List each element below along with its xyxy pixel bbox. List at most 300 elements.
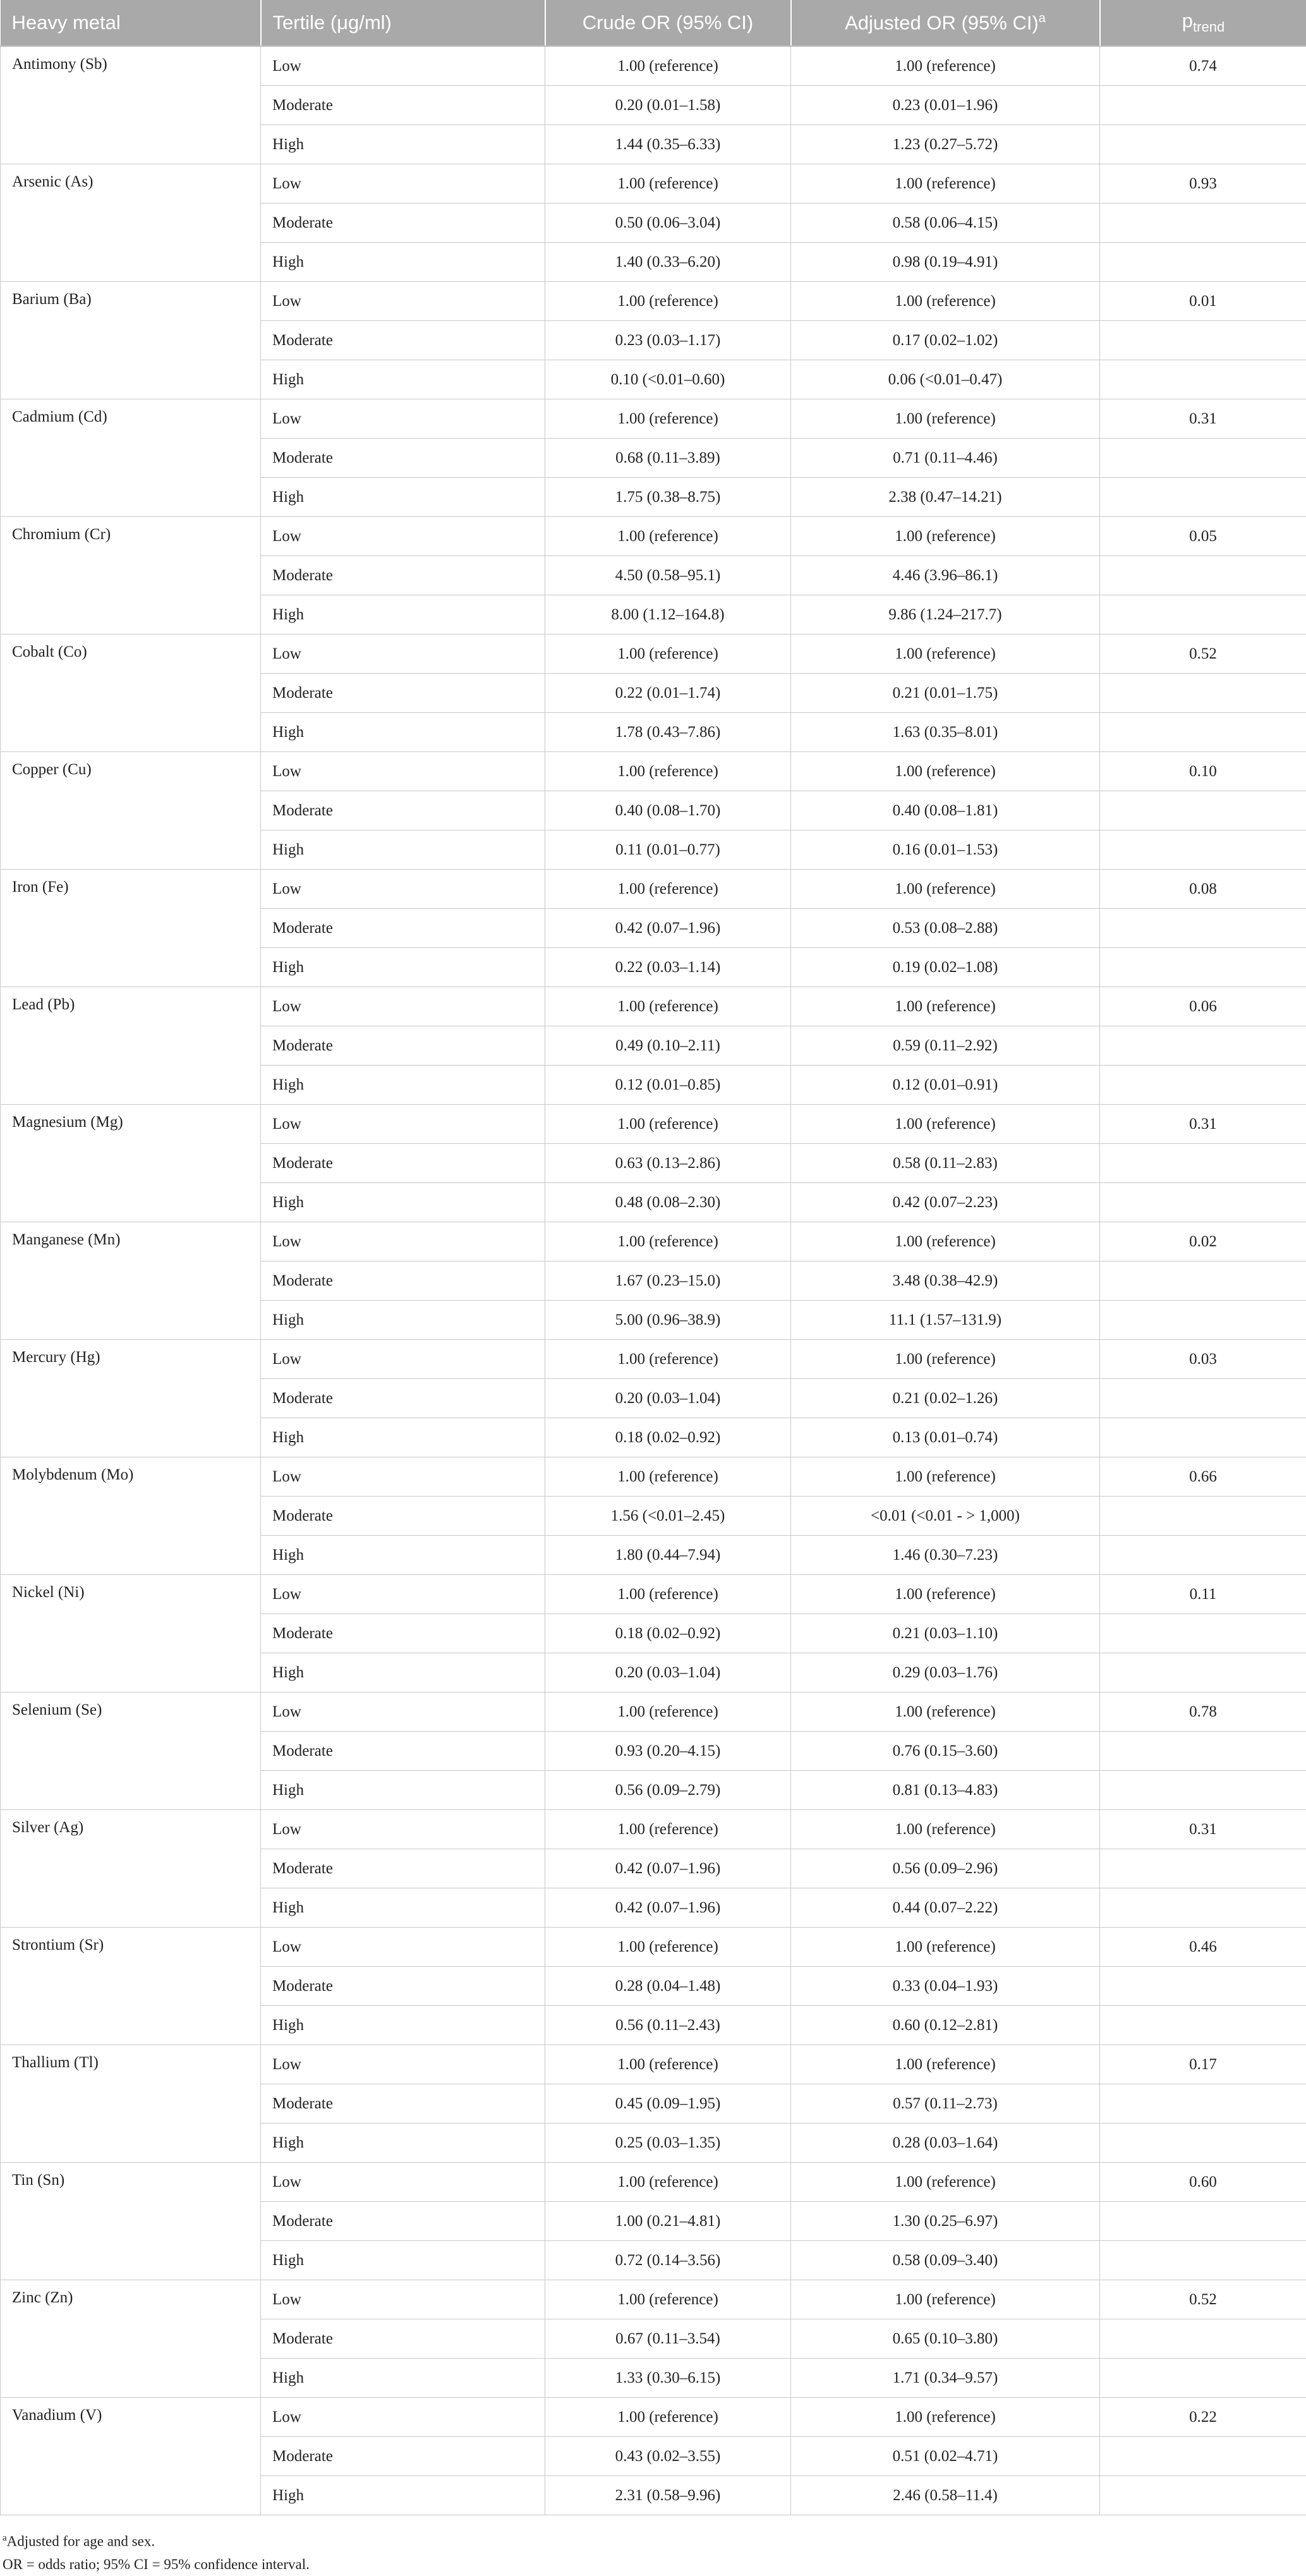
p-trend-cell	[1100, 1379, 1306, 1418]
p-trend-cell: 0.52	[1100, 2280, 1306, 2319]
adjusted-or-cell: 0.57 (0.11–2.73)	[791, 2084, 1100, 2123]
table-row	[1, 1928, 1306, 1967]
adjusted-or-cell: 1.63 (0.35–8.01)	[791, 713, 1100, 752]
tertile-cell: Moderate	[261, 2319, 545, 2359]
tertile-cell: Low	[261, 517, 545, 556]
p-trend-cell	[1100, 86, 1306, 125]
tertile-cell: Low	[261, 1340, 545, 1379]
crude-or-cell: 0.25 (0.03–1.35)	[545, 2123, 791, 2163]
p-trend-cell	[1100, 478, 1306, 517]
crude-or-cell: 1.00 (reference)	[545, 870, 791, 909]
tertile-cell: Low	[261, 2163, 545, 2202]
tertile-cell: High	[261, 1418, 545, 1457]
adjusted-or-cell: 1.00 (reference)	[791, 752, 1100, 791]
crude-or-cell: 1.00 (reference)	[545, 1457, 791, 1497]
crude-or-cell: 8.00 (1.12–164.8)	[545, 595, 791, 635]
crude-or-cell: 0.48 (0.08–2.30)	[545, 1183, 791, 1222]
heavy-metal-cell: Antimony (Sb)	[1, 46, 261, 164]
crude-or-cell: 1.33 (0.30–6.15)	[545, 2359, 791, 2398]
p-trend-cell	[1100, 1183, 1306, 1222]
crude-or-cell: 1.00 (reference)	[545, 399, 791, 439]
p-trend-cell: 0.02	[1100, 1222, 1306, 1261]
adjusted-or-cell: 1.00 (reference)	[791, 2280, 1100, 2319]
table-row	[1, 635, 1306, 674]
adjusted-or-cell: 0.59 (0.11–2.92)	[791, 1026, 1100, 1066]
tertile-cell: Low	[261, 46, 545, 86]
tertile-cell: Moderate	[261, 791, 545, 830]
p-trend-cell: 0.01	[1100, 282, 1306, 321]
tertile-cell: High	[261, 948, 545, 987]
adjusted-or-cell: 1.00 (reference)	[791, 2163, 1100, 2202]
p-trend-cell: 0.52	[1100, 635, 1306, 674]
crude-or-cell: 1.00 (reference)	[545, 282, 791, 321]
adjusted-or-cell: 1.00 (reference)	[791, 2398, 1100, 2437]
adjusted-or-cell: 0.51 (0.02–4.71)	[791, 2437, 1100, 2476]
heavy-metal-cell: Strontium (Sr)	[1, 1928, 261, 2045]
p-trend-cell: 0.31	[1100, 1105, 1306, 1144]
table-row	[1, 2163, 1306, 2202]
tertile-cell: Low	[261, 2045, 545, 2084]
table-row	[1, 1340, 1306, 1379]
adjusted-or-cell: 2.46 (0.58–11.4)	[791, 2476, 1100, 2515]
p-trend-cell	[1100, 674, 1306, 713]
tertile-cell: High	[261, 1066, 545, 1105]
tertile-cell: High	[261, 2359, 545, 2398]
crude-or-cell: 2.31 (0.58–9.96)	[545, 2476, 791, 2515]
heavy-metal-cell: Magnesium (Mg)	[1, 1105, 261, 1222]
p-trend-cell	[1100, 2084, 1306, 2123]
crude-or-cell: 0.18 (0.02–0.92)	[545, 1614, 791, 1653]
p-trend-cell	[1100, 1144, 1306, 1183]
adjusted-or-cell: 0.29 (0.03–1.76)	[791, 1653, 1100, 1692]
tertile-cell: Moderate	[261, 1497, 545, 1536]
adjusted-or-cell: 0.23 (0.01–1.96)	[791, 86, 1100, 125]
tertile-cell: Low	[261, 1222, 545, 1261]
p-trend-cell	[1100, 360, 1306, 399]
table-row	[1, 282, 1306, 321]
tertile-cell: Moderate	[261, 1614, 545, 1653]
crude-or-cell: 0.20 (0.03–1.04)	[545, 1379, 791, 1418]
tertile-cell: Low	[261, 1928, 545, 1967]
tertile-cell: High	[261, 1301, 545, 1340]
footnote-abbreviations: OR = odds ratio; 95% CI = 95% confidence interval.	[3, 2553, 1306, 2576]
adjusted-or-cell: 4.46 (3.96–86.1)	[791, 556, 1100, 595]
tertile-cell: High	[261, 1888, 545, 1928]
p-trend-cell	[1100, 439, 1306, 478]
adjusted-or-cell: 0.58 (0.11–2.83)	[791, 1144, 1100, 1183]
crude-or-cell: 1.00 (reference)	[545, 1810, 791, 1849]
tertile-cell: Low	[261, 870, 545, 909]
crude-or-cell: 1.00 (reference)	[545, 164, 791, 204]
adjusted-or-cell: 0.98 (0.19–4.91)	[791, 243, 1100, 282]
p-trend-cell	[1100, 556, 1306, 595]
p-trend-cell	[1100, 909, 1306, 948]
table-row	[1, 987, 1306, 1026]
p-trend-cell	[1100, 2476, 1306, 2515]
tertile-cell: High	[261, 1536, 545, 1575]
heavy-metal-cell: Selenium (Se)	[1, 1692, 261, 1810]
crude-or-cell: 0.50 (0.06–3.04)	[545, 204, 791, 243]
tertile-cell: High	[261, 478, 545, 517]
crude-or-cell: 1.00 (reference)	[545, 1105, 791, 1144]
table-row	[1, 1810, 1306, 1849]
p-trend-cell	[1100, 2202, 1306, 2241]
p-trend-cell	[1100, 713, 1306, 752]
crude-or-cell: 4.50 (0.58–95.1)	[545, 556, 791, 595]
heavy-metal-cell: Mercury (Hg)	[1, 1340, 261, 1457]
crude-or-cell: 0.42 (0.07–1.96)	[545, 909, 791, 948]
crude-or-cell: 1.00 (reference)	[545, 1928, 791, 1967]
p-trend-cell	[1100, 1066, 1306, 1105]
crude-or-cell: 1.00 (reference)	[545, 1692, 791, 1732]
p-trend-cell	[1100, 1849, 1306, 1888]
adjusted-or-cell: 1.00 (reference)	[791, 517, 1100, 556]
tertile-cell: Moderate	[261, 1261, 545, 1301]
header-p-trend	[1100, 0, 1306, 46]
crude-or-cell: 0.45 (0.09–1.95)	[545, 2084, 791, 2123]
tertile-cell: High	[261, 2006, 545, 2045]
tertile-cell: Low	[261, 1810, 545, 1849]
tertile-cell: Moderate	[261, 1967, 545, 2006]
heavy-metal-cell: Arsenic (As)	[1, 164, 261, 282]
adjusted-or-cell: 1.00 (reference)	[791, 1105, 1100, 1144]
adjusted-or-cell: 0.21 (0.03–1.10)	[791, 1614, 1100, 1653]
tertile-cell: High	[261, 125, 545, 164]
tertile-cell: Moderate	[261, 556, 545, 595]
heavy-metal-cell: Copper (Cu)	[1, 752, 261, 870]
p-trend-cell	[1100, 1614, 1306, 1653]
p-trend-cell	[1100, 2319, 1306, 2359]
crude-or-cell: 0.11 (0.01–0.77)	[545, 830, 791, 870]
tertile-cell: Moderate	[261, 2084, 545, 2123]
crude-or-cell: 0.56 (0.09–2.79)	[545, 1771, 791, 1810]
p-trend-cell: 0.78	[1100, 1692, 1306, 1732]
p-trend-cell	[1100, 1261, 1306, 1301]
adjusted-or-cell: 0.40 (0.08–1.81)	[791, 791, 1100, 830]
crude-or-cell: 0.28 (0.04–1.48)	[545, 1967, 791, 2006]
tertile-cell: Moderate	[261, 1732, 545, 1771]
p-trend-cell	[1100, 2241, 1306, 2280]
tertile-cell: Moderate	[261, 909, 545, 948]
table-row	[1, 752, 1306, 791]
crude-or-cell: 0.67 (0.11–3.54)	[545, 2319, 791, 2359]
tertile-cell: High	[261, 713, 545, 752]
heavy-metal-cell: Cobalt (Co)	[1, 635, 261, 752]
tertile-cell: Moderate	[261, 439, 545, 478]
crude-or-cell: 1.56 (<0.01–2.45)	[545, 1497, 791, 1536]
header-heavy-metal: Heavy metal	[1, 0, 261, 46]
table-footnotes	[0, 2527, 1306, 2576]
crude-or-cell: 0.40 (0.08–1.70)	[545, 791, 791, 830]
p-trend-cell: 0.17	[1100, 2045, 1306, 2084]
adjusted-or-cell: 0.33 (0.04–1.93)	[791, 1967, 1100, 2006]
adjusted-or-cell: 0.19 (0.02–1.08)	[791, 948, 1100, 987]
crude-or-cell: 0.93 (0.20–4.15)	[545, 1732, 791, 1771]
adjusted-or-cell: 1.00 (reference)	[791, 987, 1100, 1026]
adjusted-or-cell: 1.23 (0.27–5.72)	[791, 125, 1100, 164]
heavy-metal-cell: Cadmium (Cd)	[1, 399, 261, 517]
adjusted-or-cell: 1.00 (reference)	[791, 399, 1100, 439]
crude-or-cell: 1.78 (0.43–7.86)	[545, 713, 791, 752]
p-trend-cell	[1100, 1888, 1306, 1928]
crude-or-cell: 1.40 (0.33–6.20)	[545, 243, 791, 282]
tertile-cell: High	[261, 1771, 545, 1810]
adjusted-or-cell: 1.71 (0.34–9.57)	[791, 2359, 1100, 2398]
p-trend-cell: 0.05	[1100, 517, 1306, 556]
adjusted-or-cell: <0.01 (<0.01 - > 1,000)	[791, 1497, 1100, 1536]
tertile-cell: High	[261, 2241, 545, 2280]
tertile-cell: High	[261, 2123, 545, 2163]
heavy-metal-cell: Barium (Ba)	[1, 282, 261, 399]
adjusted-or-cell: 1.00 (reference)	[791, 870, 1100, 909]
crude-or-cell: 1.00 (reference)	[545, 635, 791, 674]
tertile-cell: High	[261, 360, 545, 399]
crude-or-cell: 1.67 (0.23–15.0)	[545, 1261, 791, 1301]
adjusted-or-cell: 1.00 (reference)	[791, 46, 1100, 86]
crude-or-cell: 0.56 (0.11–2.43)	[545, 2006, 791, 2045]
tertile-cell: Low	[261, 164, 545, 204]
tertile-cell: Moderate	[261, 1026, 545, 1066]
crude-or-cell: 0.68 (0.11–3.89)	[545, 439, 791, 478]
adjusted-or-cell: 1.00 (reference)	[791, 2045, 1100, 2084]
table-row	[1, 2398, 1306, 2437]
p-trend-cell	[1100, 595, 1306, 635]
tertile-cell: Moderate	[261, 674, 545, 713]
heavy-metal-cell: Lead (Pb)	[1, 987, 261, 1105]
crude-or-cell: 1.00 (reference)	[545, 46, 791, 86]
crude-or-cell: 1.00 (reference)	[545, 2398, 791, 2437]
adjusted-or-cell: 11.1 (1.57–131.9)	[791, 1301, 1100, 1340]
footnote-mark: a	[3, 2533, 7, 2543]
crude-or-cell: 1.00 (reference)	[545, 1340, 791, 1379]
adjusted-or-cell: 2.38 (0.47–14.21)	[791, 478, 1100, 517]
p-trend-cell: 0.11	[1100, 1575, 1306, 1614]
tertile-cell: High	[261, 1183, 545, 1222]
table-row	[1, 46, 1306, 86]
adjusted-or-cell: 1.46 (0.30–7.23)	[791, 1536, 1100, 1575]
p-trend-cell	[1100, 1536, 1306, 1575]
adjusted-or-cell: 0.58 (0.09–3.40)	[791, 2241, 1100, 2280]
p-trend-cell	[1100, 1418, 1306, 1457]
table-row	[1, 870, 1306, 909]
tertile-cell: Low	[261, 752, 545, 791]
adjusted-or-cell: 1.00 (reference)	[791, 1340, 1100, 1379]
tertile-cell: High	[261, 2476, 545, 2515]
p-trend-cell: 0.46	[1100, 1928, 1306, 1967]
crude-or-cell: 5.00 (0.96–38.9)	[545, 1301, 791, 1340]
p-trend-cell	[1100, 1653, 1306, 1692]
adjusted-or-cell: 1.30 (0.25–6.97)	[791, 2202, 1100, 2241]
adjusted-or-cell: 1.00 (reference)	[791, 1575, 1100, 1614]
crude-or-cell: 1.80 (0.44–7.94)	[545, 1536, 791, 1575]
tertile-cell: Moderate	[261, 86, 545, 125]
header-adjusted-or	[791, 0, 1100, 46]
table-row	[1, 1457, 1306, 1497]
tertile-cell: Low	[261, 282, 545, 321]
p-trend-cell	[1100, 321, 1306, 360]
adjusted-or-cell: 0.81 (0.13–4.83)	[791, 1771, 1100, 1810]
table-row	[1, 1575, 1306, 1614]
crude-or-cell: 0.18 (0.02–0.92)	[545, 1418, 791, 1457]
adjusted-or-cell: 1.00 (reference)	[791, 164, 1100, 204]
header-crude-or: Crude OR (95% CI)	[545, 0, 791, 46]
crude-or-cell: 0.42 (0.07–1.96)	[545, 1888, 791, 1928]
tertile-cell: Low	[261, 1457, 545, 1497]
crude-or-cell: 1.00 (reference)	[545, 752, 791, 791]
footnote-adjusted	[3, 2527, 1306, 2553]
table-row	[1, 1105, 1306, 1144]
p-trend-cell	[1100, 948, 1306, 987]
tertile-cell: Low	[261, 1692, 545, 1732]
tertile-cell: Moderate	[261, 1849, 545, 1888]
table-body	[1, 46, 1306, 2515]
tertile-cell: Moderate	[261, 204, 545, 243]
p-trend-cell: 0.31	[1100, 1810, 1306, 1849]
table-header	[1, 0, 1306, 46]
crude-or-cell: 1.00 (0.21–4.81)	[545, 2202, 791, 2241]
crude-or-cell: 0.43 (0.02–3.55)	[545, 2437, 791, 2476]
p-trend-cell	[1100, 2123, 1306, 2163]
adjusted-or-cell: 0.21 (0.02–1.26)	[791, 1379, 1100, 1418]
table-row	[1, 1692, 1306, 1732]
table-row	[1, 164, 1306, 204]
header-adjusted-footnote-mark: a	[1039, 11, 1046, 25]
adjusted-or-cell: 0.71 (0.11–4.46)	[791, 439, 1100, 478]
table-row	[1, 517, 1306, 556]
table-row	[1, 2045, 1306, 2084]
adjusted-or-cell: 0.13 (0.01–0.74)	[791, 1418, 1100, 1457]
crude-or-cell: 0.63 (0.13–2.86)	[545, 1144, 791, 1183]
adjusted-or-cell: 0.58 (0.06–4.15)	[791, 204, 1100, 243]
crude-or-cell: 0.20 (0.01–1.58)	[545, 86, 791, 125]
crude-or-cell: 0.49 (0.10–2.11)	[545, 1026, 791, 1066]
crude-or-cell: 0.12 (0.01–0.85)	[545, 1066, 791, 1105]
crude-or-cell: 0.20 (0.03–1.04)	[545, 1653, 791, 1692]
p-trend-cell	[1100, 1497, 1306, 1536]
adjusted-or-cell: 1.00 (reference)	[791, 1222, 1100, 1261]
tertile-cell: Low	[261, 635, 545, 674]
crude-or-cell: 1.75 (0.38–8.75)	[545, 478, 791, 517]
adjusted-or-cell: 9.86 (1.24–217.7)	[791, 595, 1100, 635]
crude-or-cell: 1.00 (reference)	[545, 517, 791, 556]
heavy-metal-cell: Vanadium (V)	[1, 2398, 261, 2515]
adjusted-or-cell: 3.48 (0.38–42.9)	[791, 1261, 1100, 1301]
p-trend-cell	[1100, 125, 1306, 164]
tertile-cell: Moderate	[261, 2437, 545, 2476]
p-trend-cell	[1100, 2006, 1306, 2045]
crude-or-cell: 0.72 (0.14–3.56)	[545, 2241, 791, 2280]
crude-or-cell: 1.44 (0.35–6.33)	[545, 125, 791, 164]
crude-or-cell: 1.00 (reference)	[545, 987, 791, 1026]
p-trend-cell: 0.10	[1100, 752, 1306, 791]
crude-or-cell: 1.00 (reference)	[545, 2163, 791, 2202]
p-trend-cell	[1100, 1732, 1306, 1771]
tertile-cell: High	[261, 243, 545, 282]
heavy-metal-cell: Tin (Sn)	[1, 2163, 261, 2280]
tertile-cell: Low	[261, 1105, 545, 1144]
adjusted-or-cell: 1.00 (reference)	[791, 1457, 1100, 1497]
adjusted-or-cell: 0.56 (0.09–2.96)	[791, 1849, 1100, 1888]
adjusted-or-cell: 1.00 (reference)	[791, 1928, 1100, 1967]
adjusted-or-cell: 1.00 (reference)	[791, 635, 1100, 674]
p-trend-cell	[1100, 2437, 1306, 2476]
tertile-cell: High	[261, 830, 545, 870]
heavy-metal-cell: Thallium (Tl)	[1, 2045, 261, 2163]
header-tertile: Tertile (μg/ml)	[261, 0, 545, 46]
crude-or-cell: 0.22 (0.01–1.74)	[545, 674, 791, 713]
table-row	[1, 1222, 1306, 1261]
adjusted-or-cell: 1.00 (reference)	[791, 1692, 1100, 1732]
crude-or-cell: 0.22 (0.03–1.14)	[545, 948, 791, 987]
footnote-adjusted-text: Adjusted for age and sex.	[7, 2534, 155, 2549]
tertile-cell: Moderate	[261, 1144, 545, 1183]
p-trend-cell	[1100, 243, 1306, 282]
p-trend-cell: 0.03	[1100, 1340, 1306, 1379]
heavy-metal-cell: Iron (Fe)	[1, 870, 261, 987]
p-trend-cell	[1100, 1026, 1306, 1066]
adjusted-or-cell: 0.17 (0.02–1.02)	[791, 321, 1100, 360]
crude-or-cell: 1.00 (reference)	[545, 2045, 791, 2084]
p-trend-cell: 0.08	[1100, 870, 1306, 909]
heavy-metal-cell: Zinc (Zn)	[1, 2280, 261, 2398]
p-trend-cell: 0.06	[1100, 987, 1306, 1026]
table-row	[1, 2280, 1306, 2319]
p-trend-cell	[1100, 204, 1306, 243]
adjusted-or-cell: 0.44 (0.07–2.22)	[791, 1888, 1100, 1928]
crude-or-cell: 0.10 (<0.01–0.60)	[545, 360, 791, 399]
adjusted-or-cell: 0.28 (0.03–1.64)	[791, 2123, 1100, 2163]
table-row	[1, 399, 1306, 439]
p-trend-cell	[1100, 2359, 1306, 2398]
adjusted-or-cell: 0.65 (0.10–3.80)	[791, 2319, 1100, 2359]
crude-or-cell: 0.42 (0.07–1.96)	[545, 1849, 791, 1888]
adjusted-or-cell: 0.16 (0.01–1.53)	[791, 830, 1100, 870]
tertile-cell: High	[261, 1653, 545, 1692]
p-trend-cell: 0.31	[1100, 399, 1306, 439]
p-trend-cell	[1100, 791, 1306, 830]
tertile-cell: Low	[261, 2280, 545, 2319]
header-p-trend-label: p	[1182, 9, 1193, 32]
heavy-metal-cell: Nickel (Ni)	[1, 1575, 261, 1692]
p-trend-cell: 0.60	[1100, 2163, 1306, 2202]
tertile-cell: Low	[261, 2398, 545, 2437]
adjusted-or-cell: 1.00 (reference)	[791, 1810, 1100, 1849]
header-adjusted-or-label: Adjusted OR (95% CI)	[845, 11, 1039, 33]
crude-or-cell: 1.00 (reference)	[545, 2280, 791, 2319]
crude-or-cell: 1.00 (reference)	[545, 1222, 791, 1261]
heavy-metal-cell: Chromium (Cr)	[1, 517, 261, 635]
adjusted-or-cell: 1.00 (reference)	[791, 282, 1100, 321]
crude-or-cell: 1.00 (reference)	[545, 1575, 791, 1614]
tertile-cell: High	[261, 595, 545, 635]
heavy-metal-cell: Silver (Ag)	[1, 1810, 261, 1928]
heavy-metal-cell: Molybdenum (Mo)	[1, 1457, 261, 1575]
adjusted-or-cell: 0.06 (<0.01–0.47)	[791, 360, 1100, 399]
p-trend-cell	[1100, 1771, 1306, 1810]
tertile-cell: Low	[261, 1575, 545, 1614]
adjusted-or-cell: 0.21 (0.01–1.75)	[791, 674, 1100, 713]
adjusted-or-cell: 0.42 (0.07–2.23)	[791, 1183, 1100, 1222]
p-trend-cell	[1100, 830, 1306, 870]
adjusted-or-cell: 0.76 (0.15–3.60)	[791, 1732, 1100, 1771]
tertile-cell: Low	[261, 399, 545, 439]
p-trend-cell: 0.93	[1100, 164, 1306, 204]
tertile-cell: Moderate	[261, 1379, 545, 1418]
crude-or-cell: 0.23 (0.03–1.17)	[545, 321, 791, 360]
adjusted-or-cell: 0.60 (0.12–2.81)	[791, 2006, 1100, 2045]
adjusted-or-cell: 0.53 (0.08–2.88)	[791, 909, 1100, 948]
header-p-trend-subscript: trend	[1193, 20, 1224, 35]
